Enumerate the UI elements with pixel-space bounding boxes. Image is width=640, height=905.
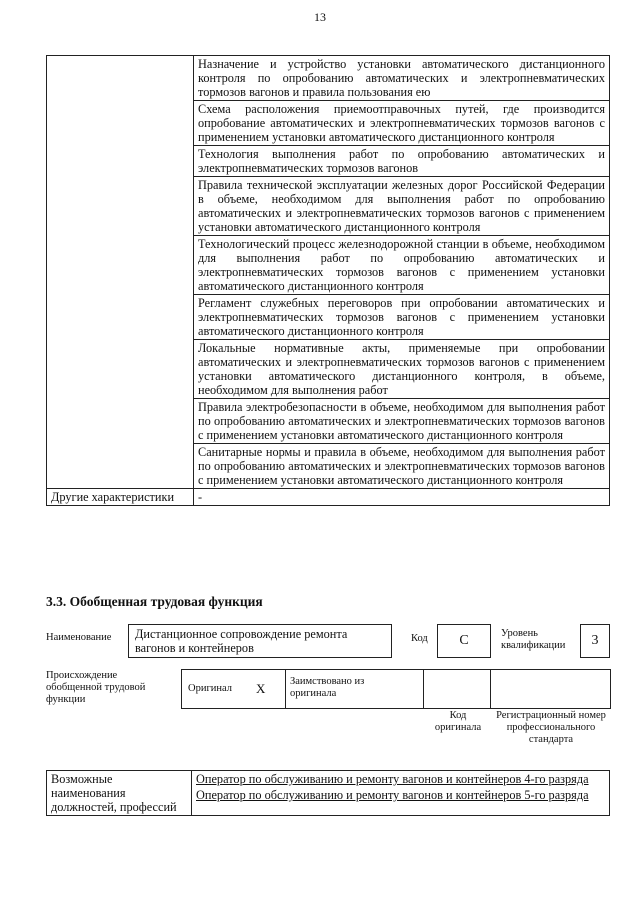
positions-table bbox=[46, 770, 610, 816]
knowledge-item: Локальные нормативные акты, применяемые при опробовании автоматических и электропневматических тормозов вагонов с применением установки автоматического дистанционного контроля, в объеме, необходимом для выполнения работ bbox=[194, 340, 610, 399]
name-box bbox=[128, 624, 392, 658]
page-number: 13 bbox=[314, 10, 326, 24]
origin-box bbox=[181, 669, 611, 709]
knowledge-item: Регламент служебных переговоров при опробовании автоматических и электропневматических тормозов вагонов с применением установки автоматического дистанционного контроля bbox=[194, 295, 610, 340]
knowledge-item: Санитарные нормы и правила в объеме, необходимом для выполнения работ по опробованию автоматических и электропневматических тормозов вагонов с применением установки автоматического дистанционного контроля bbox=[194, 444, 610, 489]
divider bbox=[423, 670, 424, 708]
knowledge-item: Правила технической эксплуатации железных дорог Российской Федерации в объеме, необходимом для выполнения работ по опробованию автоматических и электропневматических тормозов вагонов с применением установки автоматического дистанционного контроля bbox=[194, 177, 610, 236]
other-characteristics-label: Другие характеристики bbox=[47, 489, 194, 506]
divider bbox=[490, 670, 491, 708]
positions-values-cell bbox=[192, 771, 610, 816]
borrowed-label: Заимствовано из оригинала bbox=[290, 676, 365, 699]
original-label: Оригинал bbox=[188, 683, 232, 694]
name-label: Наименование bbox=[46, 632, 112, 643]
origin-label: Происхождение обобщенной трудовой функции bbox=[46, 670, 146, 705]
knowledge-item: Технология выполнения работ по опробованию автоматических и электропневматических тормозов вагонов bbox=[194, 146, 610, 177]
divider bbox=[285, 670, 286, 708]
code-original-caption: Код оригинала bbox=[434, 710, 482, 733]
knowledge-label-cell bbox=[47, 56, 194, 489]
positions-label: Возможные наименования должностей, профессий bbox=[47, 771, 192, 816]
original-mark: X bbox=[256, 681, 266, 696]
code-box: C bbox=[437, 624, 491, 658]
table-row bbox=[47, 489, 610, 506]
level-box: 3 bbox=[580, 624, 610, 658]
knowledge-item: Схема расположения приемоотправочных путей, где производится опробование автоматических и электропневматических тормозов вагонов с применением установки автоматического дистанционного контроля bbox=[194, 101, 610, 146]
knowledge-item: Технологический процесс железнодорожной станции в объеме, необходимом для выполнения работ по опробованию автоматических и электропневматических тормозов вагонов с применением установки автоматического дистанционного контроля bbox=[194, 236, 610, 295]
registration-caption: Регистрационный номер профессионального стандарта bbox=[496, 710, 606, 745]
knowledge-table bbox=[46, 55, 610, 506]
position-item: Оператор по обслуживанию и ремонту вагонов и контейнеров 5-го разряда bbox=[196, 788, 589, 802]
position-item: Оператор по обслуживанию и ремонту вагонов и контейнеров 4-го разряда bbox=[196, 772, 589, 786]
name-value: Дистанционное сопровождение ремонта вагонов и контейнеров bbox=[135, 627, 348, 655]
knowledge-item: Правила электробезопасности в объеме, необходимом для выполнения работ по опробованию автоматических и электропневматических тормозов вагонов с применением установки автоматического дистанционного контроля bbox=[194, 399, 610, 444]
knowledge-item: Назначение и устройство установки автоматического дистанционного контроля по опробованию автоматических и электропневматических тормозов вагонов и правила пользования ею bbox=[194, 56, 610, 101]
table-row bbox=[47, 56, 610, 101]
other-characteristics-value: - bbox=[194, 489, 610, 506]
section-heading: 3.3. Обобщенная трудовая функция bbox=[46, 594, 263, 609]
level-label: Уровень квалификации bbox=[501, 628, 566, 651]
table-row bbox=[47, 771, 610, 816]
code-label: Код bbox=[411, 633, 428, 644]
